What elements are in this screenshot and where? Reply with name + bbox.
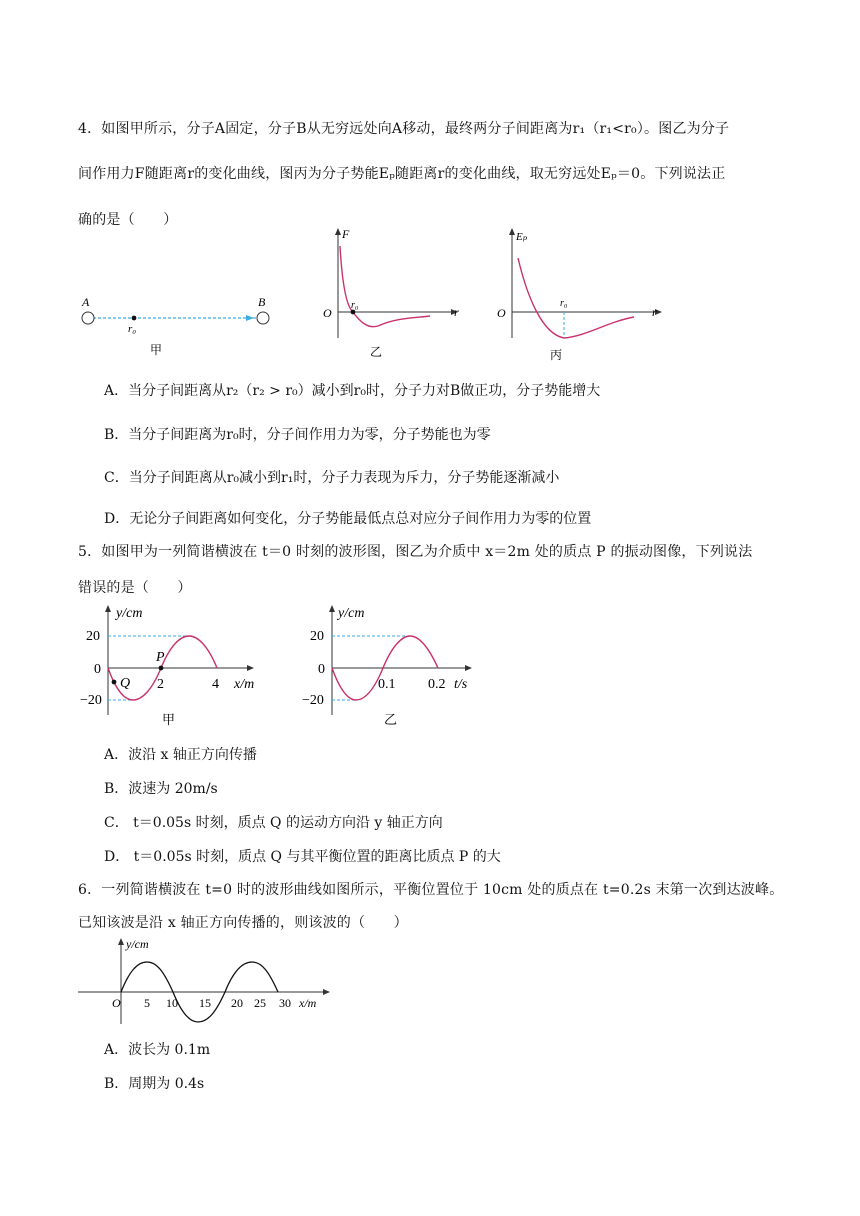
arrow-right-icon bbox=[323, 989, 330, 995]
axis-label-t: t/s bbox=[454, 677, 468, 692]
label-r0: r₀ bbox=[128, 323, 137, 335]
tick-x-30: 30 bbox=[279, 996, 291, 1010]
q4-stem-line-3: 确的是（ ） bbox=[78, 212, 178, 228]
caption-yi: 乙 bbox=[370, 345, 383, 359]
point-q bbox=[112, 680, 117, 685]
q4-figure-bing bbox=[492, 226, 668, 366]
tick-20: 20 bbox=[86, 629, 100, 644]
arrow-up-icon bbox=[335, 228, 341, 235]
arrow-up-icon bbox=[105, 605, 111, 612]
q5-stem-line-2: 错误的是（ ） bbox=[78, 580, 192, 596]
caption-yi: 乙 bbox=[384, 712, 398, 727]
tick-x-25: 25 bbox=[254, 996, 266, 1010]
q4-figure-yi bbox=[318, 226, 468, 366]
label-p: P bbox=[156, 650, 165, 665]
q5-option-a[interactable]: A．波沿 x 轴正方向传播 bbox=[104, 747, 257, 763]
q5-figure-jia bbox=[76, 600, 272, 730]
caption-jia: 甲 bbox=[150, 343, 163, 357]
origin-label: O bbox=[323, 306, 332, 320]
axis-label-y: y/cm bbox=[126, 937, 149, 951]
q5-stem-line-1: 5．如图甲为一列简谐横波在 t＝0 时刻的波形图，图乙为介质中 x＝2m 处的质点 P 的振动图像，下列说法 bbox=[78, 544, 753, 560]
axis-label-ep: Eₚ bbox=[516, 231, 528, 243]
q4-option-b[interactable]: B．当分子间距离为r₀时，分子间作用力为零，分子势能也为零 bbox=[104, 427, 491, 443]
label-r0: r₀ bbox=[351, 300, 359, 311]
arrow-up-icon bbox=[329, 605, 335, 612]
tick-x-4: 4 bbox=[212, 677, 219, 692]
q6-stem-line-2: 已知该波是沿 x 轴正方向传播的，则该波的（ ） bbox=[78, 915, 408, 931]
tick-x-0-2: 0.2 bbox=[428, 677, 446, 692]
axis-label-f: F bbox=[342, 227, 350, 241]
q6-option-b[interactable]: B．周期为 0.4s bbox=[104, 1076, 205, 1092]
arrow-up-icon bbox=[118, 938, 124, 945]
tick-minus-20: −20 bbox=[302, 693, 324, 708]
molecule-b bbox=[257, 312, 269, 324]
axis-label-y: y/cm bbox=[338, 606, 365, 621]
potential-energy-curve bbox=[518, 258, 634, 338]
point-p bbox=[159, 666, 164, 671]
q4-stem-line-2: 间作用力F随距离r的变化曲线，图丙为分子势能Eₚ随距离r的变化曲线，取无穷远处Eₚ＝0。下列说法正 bbox=[78, 166, 726, 182]
q5-option-b[interactable]: B．波速为 20m/s bbox=[104, 781, 218, 797]
q6-option-a[interactable]: A．波长为 0.1m bbox=[104, 1042, 211, 1058]
q5-option-c[interactable]: C． t＝0.05s 时刻，质点 Q 的运动方向沿 y 轴正方向 bbox=[104, 815, 443, 831]
axis-label-y: y/cm bbox=[116, 606, 143, 621]
tick-x-5: 5 bbox=[144, 996, 150, 1010]
caption-jia: 甲 bbox=[162, 712, 176, 727]
caption-bing: 丙 bbox=[550, 348, 563, 362]
axis-label-r: r bbox=[454, 305, 459, 319]
origin-label: O bbox=[497, 306, 506, 320]
tick-x-10: 10 bbox=[166, 996, 178, 1010]
tick-20: 20 bbox=[310, 629, 324, 644]
label-b: B bbox=[258, 295, 266, 309]
origin-label: O bbox=[112, 996, 121, 1010]
q6-wave-figure bbox=[76, 936, 338, 1026]
q5-option-d[interactable]: D． t＝0.05s 时刻，质点 Q 与其平衡位置的距离比质点 P 的大 bbox=[104, 849, 501, 865]
arrow-right-icon bbox=[247, 665, 254, 671]
label-a: A bbox=[82, 295, 90, 309]
arrow-right-icon bbox=[465, 665, 472, 671]
axis-label-r: r bbox=[652, 305, 657, 319]
tick-0: 0 bbox=[318, 662, 325, 677]
molecule-a bbox=[82, 312, 94, 324]
axis-label-x: x/m bbox=[299, 996, 317, 1010]
r0-point bbox=[132, 316, 137, 321]
arrow-left-icon bbox=[246, 315, 254, 321]
label-q: Q bbox=[120, 676, 131, 691]
tick-x-20: 20 bbox=[231, 996, 243, 1010]
tick-x-15: 15 bbox=[199, 996, 211, 1010]
q4-option-d[interactable]: D．无论分子间距离如何变化，分子势能最低点总对应分子间作用力为零的位置 bbox=[104, 511, 592, 527]
tick-x-0-1: 0.1 bbox=[378, 677, 396, 692]
q4-figure-jia bbox=[74, 288, 274, 358]
tick-x-2: 2 bbox=[157, 677, 164, 692]
force-curve bbox=[340, 246, 430, 327]
arrow-up-icon bbox=[509, 228, 515, 235]
label-r0: r₀ bbox=[560, 298, 568, 309]
tick-minus-20: −20 bbox=[80, 693, 102, 708]
q4-option-c[interactable]: C．当分子间距离从r₀减小到r₁时，分子力表现为斥力，分子势能逐渐减小 bbox=[104, 470, 560, 486]
tick-0: 0 bbox=[94, 662, 101, 677]
axis-label-x: x/m bbox=[234, 677, 255, 692]
q4-stem-line-1: 4．如图甲所示，分子A固定，分子B从无穷远处向A移动，最终两分子间距离为r₁（r₁<r₀）。图乙为分子 bbox=[78, 121, 730, 137]
q4-option-a[interactable]: A．当分子间距离从r₂（r₂ > r₀）减小到r₀时，分子力对B做正功，分子势能增大 bbox=[104, 383, 601, 399]
q6-stem-line-1: 6．一列简谐横波在 t=0 时的波形曲线如图所示，平衡位置位于 10cm 处的质点在 t=0.2s 末第一次到达波峰。 bbox=[78, 882, 784, 898]
q5-figure-yi bbox=[298, 600, 488, 730]
